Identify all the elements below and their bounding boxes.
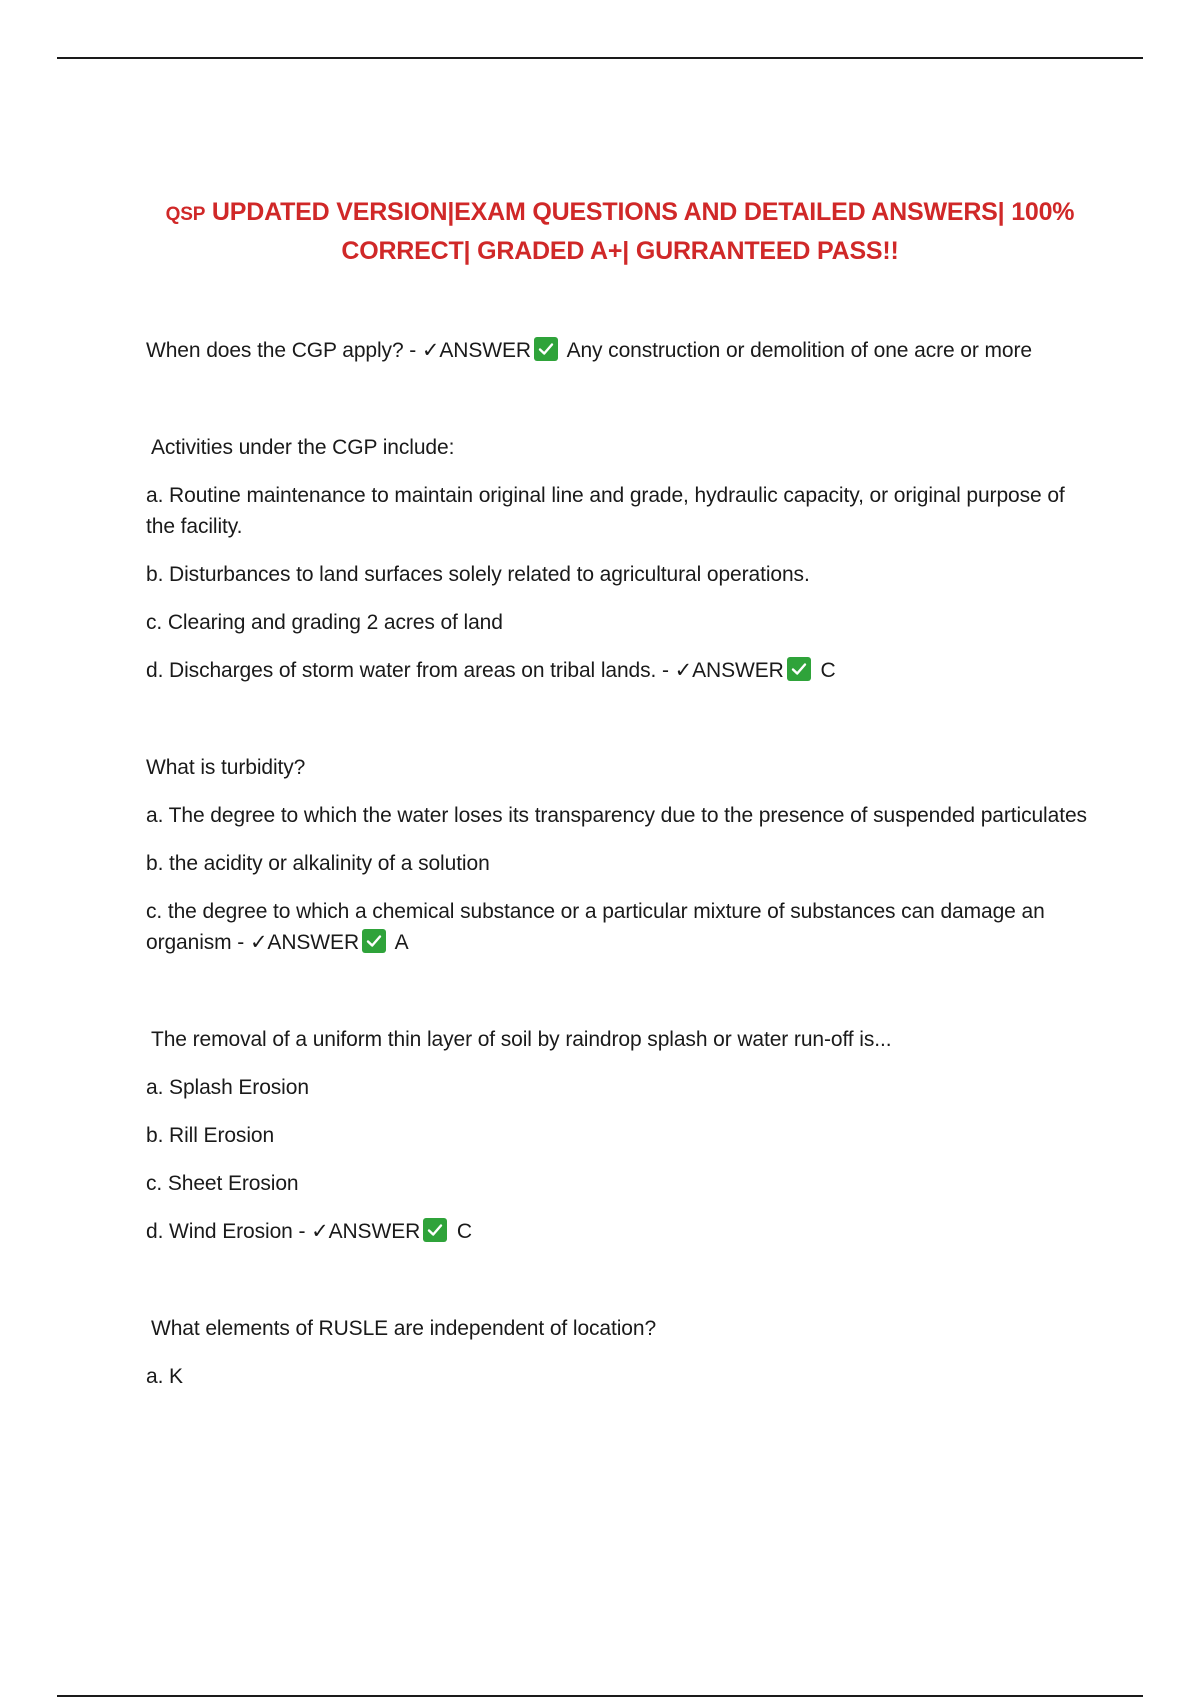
answer-2: C [820, 659, 836, 682]
question-2: Activities under the CGP include: [151, 436, 455, 459]
option-3c-text: c. the degree to which a chemical substance or a particular mixture of substances can damage an organism - [146, 900, 1045, 954]
option-3b: b. the acidity or alkalinity of a solution [146, 852, 490, 875]
option-4d [146, 1216, 1096, 1247]
option-3a: a. The degree to which the water loses its transparency due to the presence of suspended particulates [146, 804, 1087, 827]
answer-1: Any construction or demolition of one acre or more [566, 339, 1032, 362]
spacer [146, 383, 1096, 432]
question-3: What is turbidity? [146, 756, 306, 779]
answer-marker: ✓ANSWER [674, 659, 784, 682]
check-mark-icon [534, 337, 558, 361]
option-2a: a. Routine maintenance to maintain original line and grade, hydraulic capacity, or original purpose of the facility. [146, 484, 1065, 538]
check-mark-icon [787, 657, 811, 681]
option-5a: a. K [146, 1365, 183, 1388]
spacer [146, 1264, 1096, 1313]
option-4a: a. Splash Erosion [146, 1076, 309, 1099]
title-prefix: QSP [165, 204, 206, 225]
top-rule [57, 57, 1143, 59]
title-line2: CORRECT| GRADED A+| GURRANTEED PASS!! [341, 237, 899, 265]
answer-marker: ✓ANSWER [311, 1220, 421, 1243]
question-1-text: When does the CGP apply? - [146, 339, 422, 362]
bottom-rule [57, 1695, 1143, 1697]
answer-3: A [394, 931, 409, 954]
question-4: The removal of a uniform thin layer of soil by raindrop splash or water run-off is... [151, 1028, 892, 1051]
title-line1: UPDATED VERSION|EXAM QUESTIONS AND DETAILED ANSWERS| 100% [205, 198, 1075, 226]
question-5: What elements of RUSLE are independent of location? [151, 1317, 657, 1340]
option-3c [146, 896, 1096, 958]
spacer [146, 975, 1096, 1024]
option-2d-text: d. Discharges of storm water from areas on tribal lands. - [146, 659, 675, 682]
option-4d-text: d. Wind Erosion - [146, 1220, 312, 1243]
answer-4: C [456, 1220, 472, 1243]
option-4c: c. Sheet Erosion [146, 1172, 299, 1195]
check-mark-icon [423, 1218, 447, 1242]
option-2b: b. Disturbances to land surfaces solely related to agricultural operations. [146, 563, 810, 586]
check-mark-icon [362, 929, 386, 953]
answer-marker: ✓ANSWER [421, 339, 531, 362]
option-4b: b. Rill Erosion [146, 1124, 275, 1147]
page-title [140, 194, 1100, 270]
document-body [146, 335, 1096, 1409]
option-2d [146, 655, 1096, 686]
question-1 [146, 335, 1096, 366]
spacer [146, 703, 1096, 752]
option-2c: c. Clearing and grading 2 acres of land [146, 611, 503, 634]
answer-marker: ✓ANSWER [249, 931, 360, 954]
